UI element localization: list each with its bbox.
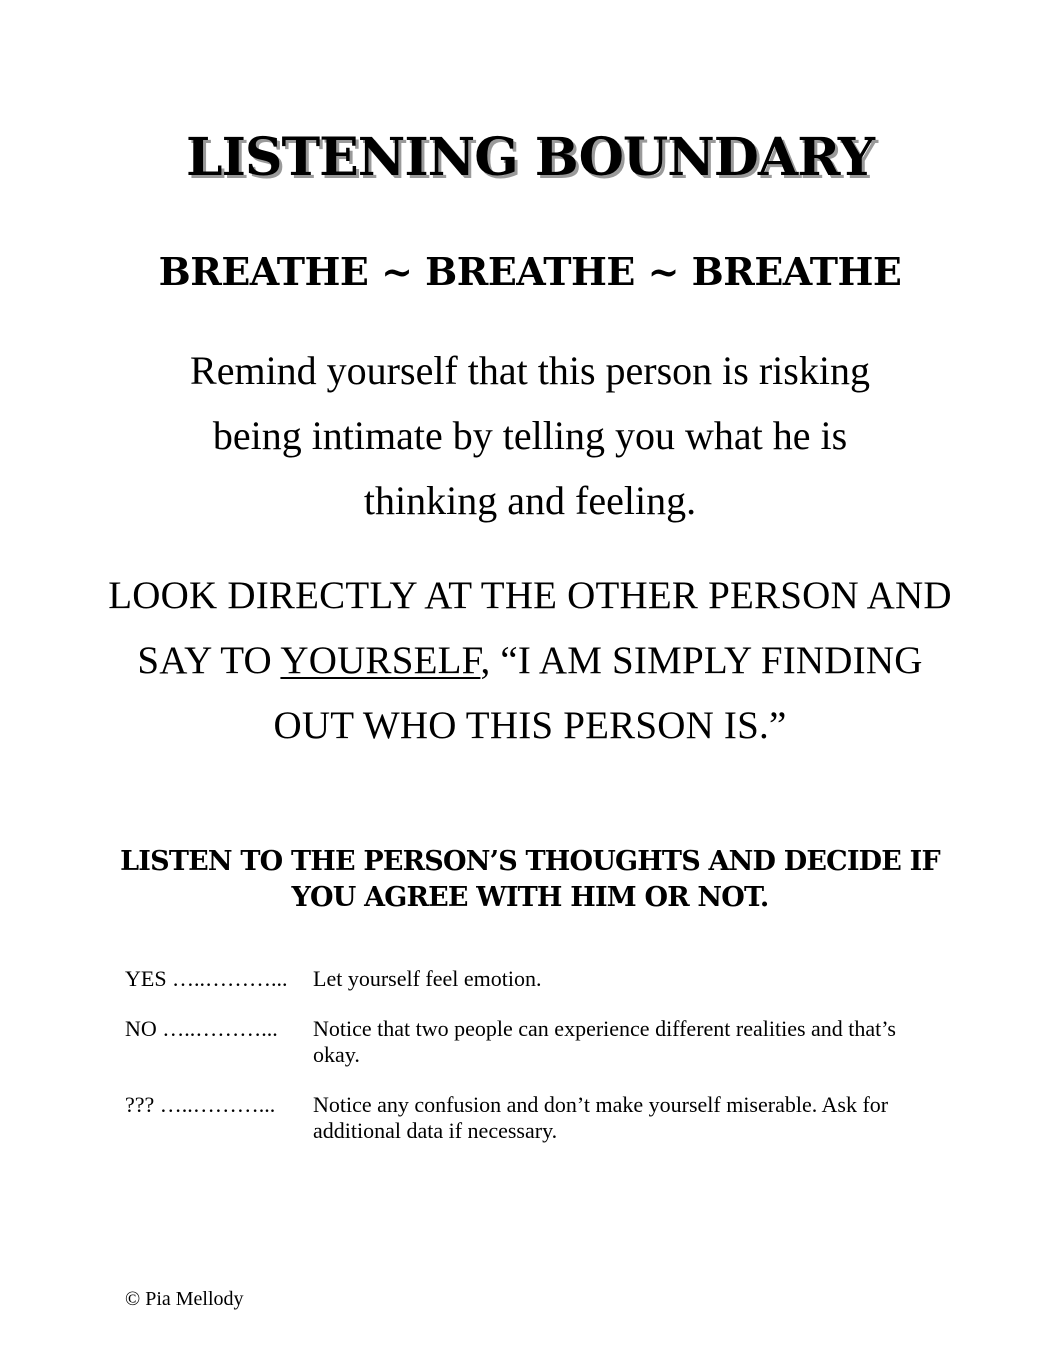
remind-line-1: Remind yourself that this person is risking — [190, 348, 870, 393]
response-list — [125, 966, 945, 1168]
remind-line-3: thinking and feeling. — [363, 478, 697, 523]
breathe-subtitle: BREATHE ~ BREATHE ~ BREATHE — [158, 249, 902, 294]
listen-heading — [40, 844, 1020, 916]
response-text-yes: Let yourself feel emotion. — [313, 966, 542, 991]
listen-line-2: YOU AGREE WITH HIM OR NOT. — [291, 882, 769, 913]
response-key-yes: YES …..………... — [125, 966, 288, 991]
response-yes — [125, 966, 945, 992]
listen-line-1: LISTEN TO THE PERSON’S THOUGHTS AND DECIDE IF — [120, 846, 940, 877]
response-key-unsure: ??? …..………... — [125, 1092, 276, 1117]
look-line-2-start: SAY TO — [137, 639, 281, 682]
look-line-2 — [40, 628, 1020, 693]
remind-line-2: being intimate by telling you what he is — [212, 413, 848, 458]
remind-paragraph — [80, 338, 980, 533]
response-text-no: Notice that two people can experience different realities and that’s okay. — [313, 1016, 896, 1067]
yourself-underlined: YOURSELF — [280, 639, 481, 682]
page-title: LISTENING BOUNDARY — [186, 127, 874, 188]
copyright-notice: © Pia Mellody — [125, 1288, 244, 1310]
look-paragraph — [40, 563, 1020, 758]
look-line-2-end: , “I AM SIMPLY FINDING — [480, 639, 923, 682]
response-key-no: NO …..………... — [125, 1016, 278, 1041]
look-line-1: LOOK DIRECTLY AT THE OTHER PERSON AND — [108, 574, 952, 617]
response-unsure — [125, 1092, 945, 1144]
response-text-unsure: Notice any confusion and don’t make yourself miserable. Ask for additional data if necessary. — [313, 1092, 889, 1143]
look-line-3: OUT WHO THIS PERSON IS.” — [273, 704, 787, 747]
response-no — [125, 1016, 945, 1068]
